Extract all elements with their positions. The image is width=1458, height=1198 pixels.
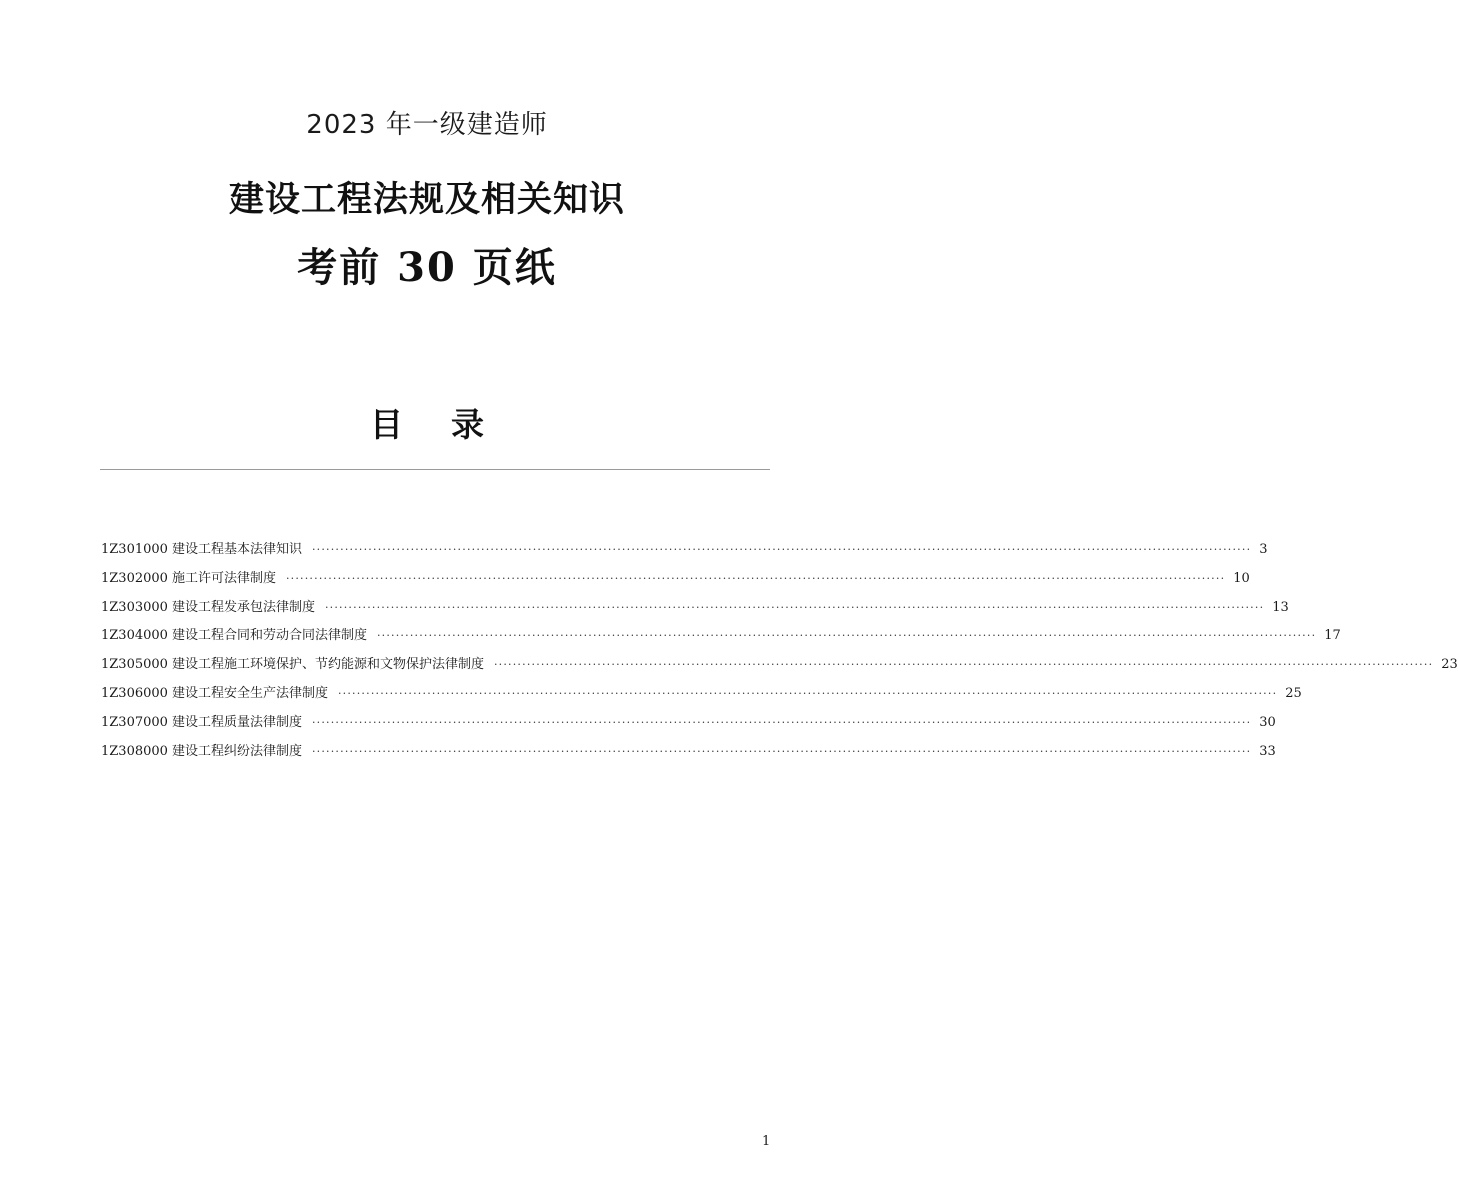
toc-entry-page: 10 [1233, 570, 1250, 586]
toc-leader-dots: ········································································································································································································ [311, 744, 1252, 758]
toc-leader-dots: ········································································································································································································ [376, 629, 1317, 643]
toc-entry-label: 建设工程合同和劳动合同法律制度 [171, 628, 367, 644]
toc-entry[interactable] [101, 655, 1458, 684]
toc-entry-code: 1Z303000 [101, 599, 168, 615]
toc-entry-page: 17 [1324, 628, 1341, 644]
toc-entry[interactable] [101, 626, 1341, 655]
toc-leader-dots: ········································································································································································································ [324, 600, 1265, 614]
toc-entry-page: 3 [1259, 542, 1268, 557]
toc-entry-page: 23 [1441, 657, 1458, 673]
table-of-contents [101, 540, 1458, 770]
toc-entry-page: 33 [1259, 743, 1276, 759]
toc-entry-label: 建设工程基本法律知识 [171, 542, 302, 557]
toc-leader-dots: ········································································································································································································ [285, 571, 1226, 585]
toc-entry-label: 建设工程质量法律制度 [171, 714, 302, 730]
toc-entry-page: 13 [1272, 599, 1289, 615]
toc-entry-label: 建设工程施工环境保护、节约能源和文物保护法律制度 [171, 657, 484, 673]
toc-heading-left: 目 [370, 405, 403, 444]
toc-entry-page: 30 [1259, 714, 1276, 730]
toc-entry[interactable] [101, 713, 1276, 742]
toc-entry-code: 1Z305000 [101, 657, 168, 673]
toc-entry-code: 1Z306000 [101, 685, 168, 701]
toc-heading [0, 399, 854, 446]
toc-entry-code: 1Z302000 [101, 570, 168, 586]
divider-line [100, 469, 770, 470]
toc-leader-dots: ········································································································································································································ [493, 658, 1434, 672]
toc-heading-right: 录 [451, 405, 484, 444]
toc-entry-code: 1Z301000 [101, 542, 168, 557]
book-title: 建设工程法规及相关知识 [228, 180, 625, 220]
toc-leader-dots: ········································································································································································································ [311, 715, 1252, 729]
toc-leader-dots: ········································································································································································································ [311, 543, 1252, 556]
page-number: 1 [762, 1134, 771, 1149]
toc-entry-label: 建设工程安全生产法律制度 [171, 685, 328, 701]
toc-leader-dots: ········································································································································································································ [337, 686, 1278, 700]
toc-entry-code: 1Z304000 [101, 628, 168, 644]
toc-entry[interactable] [101, 598, 1289, 627]
toc-entry-label: 建设工程发承包法律制度 [171, 599, 315, 615]
toc-entry[interactable] [101, 569, 1250, 598]
exam-subtitle: 2023 年一级建造师 [306, 110, 548, 140]
toc-entry-page: 25 [1285, 685, 1302, 701]
toc-entry-code: 1Z308000 [101, 743, 168, 759]
toc-entry[interactable] [101, 540, 1268, 569]
toc-entry-code: 1Z307000 [101, 714, 168, 730]
book-subtitle: 考前 30 页纸 [297, 244, 557, 291]
toc-entry[interactable] [101, 684, 1302, 713]
toc-entry-label: 建设工程纠纷法律制度 [171, 743, 302, 759]
toc-entry-label: 施工许可法律制度 [171, 570, 276, 586]
toc-entry[interactable] [101, 742, 1276, 771]
